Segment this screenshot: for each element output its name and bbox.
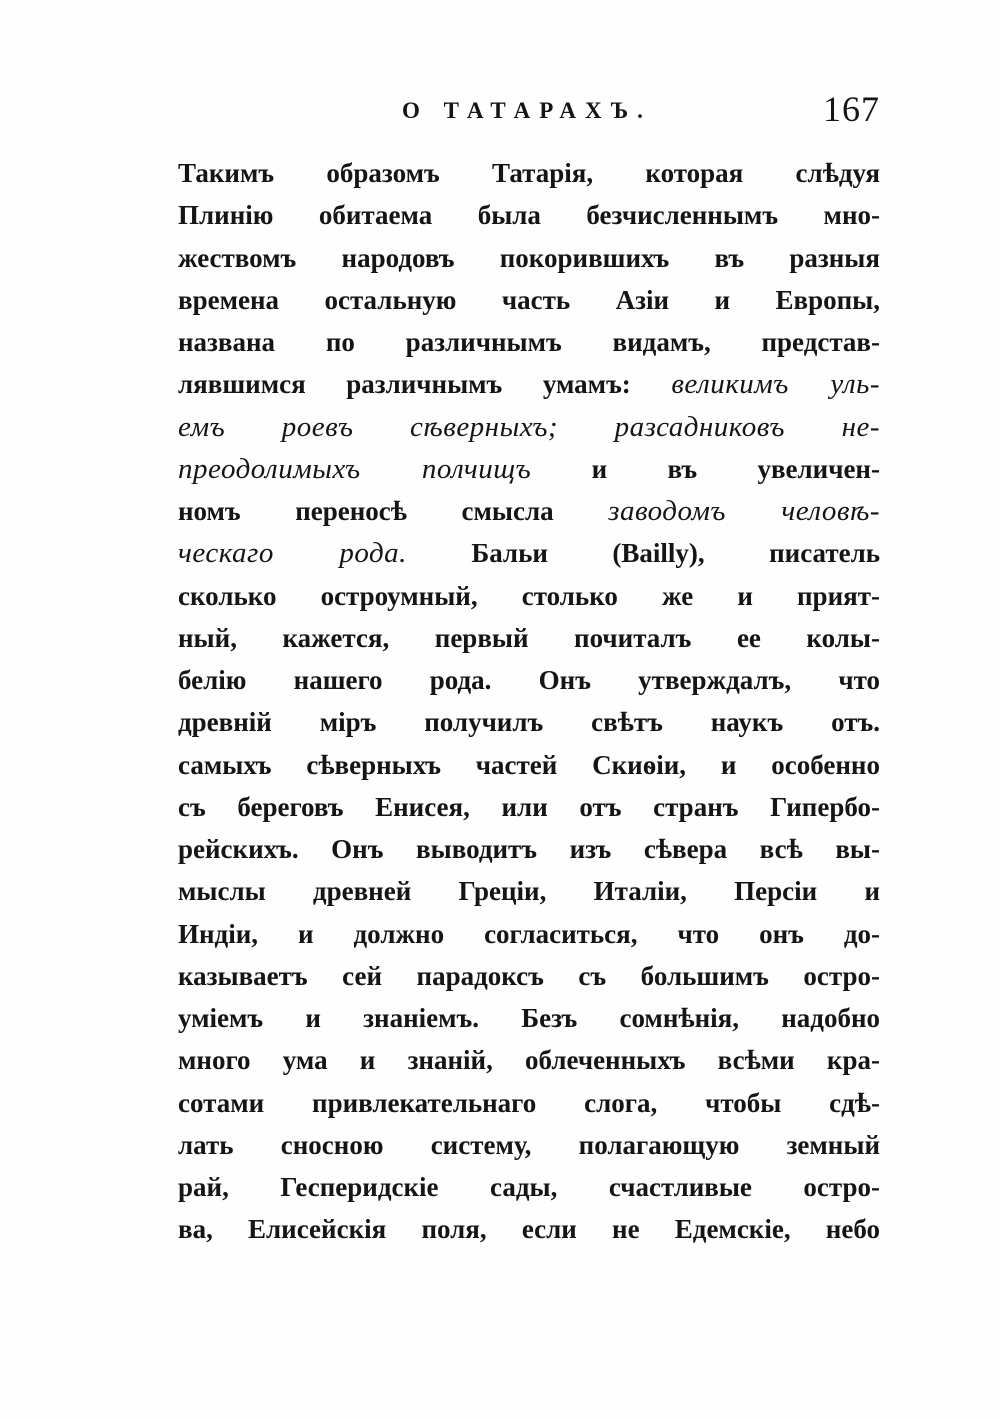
text-segment: и въ увеличен-	[531, 453, 880, 484]
text-line	[178, 617, 880, 659]
text-line	[178, 363, 880, 405]
italic-text-segment: великимъ уль-	[671, 368, 880, 401]
text-segment: казываетъ сей парадоксъ съ большимъ остро-	[178, 960, 880, 991]
italic-text-segment: ческаго рода.	[178, 537, 407, 570]
text-segment: много ума и знанiй, облеченныхъ всѣми кра-	[178, 1045, 880, 1076]
text-line	[178, 1208, 880, 1250]
text-segment: древнiй мiръ получилъ свѣтъ наукъ отъ.	[178, 707, 880, 738]
text-segment: Такимъ образомъ Татарiя, которая слѣдуя	[178, 158, 880, 188]
text-line	[178, 490, 880, 532]
text-segment: жествомъ народовъ покорившихъ въ разныя	[178, 242, 880, 273]
running-title: О ТАТАРАХЪ.	[402, 98, 652, 123]
text-segment: Плинiю обитаема была безчисленнымъ мно-	[178, 200, 880, 231]
text-line	[178, 1039, 880, 1081]
text-line	[178, 744, 880, 786]
text-line	[178, 1082, 880, 1124]
text-line	[178, 1124, 880, 1166]
text-line	[178, 659, 880, 701]
italic-text-segment: заводомъ человѣ-	[608, 495, 881, 527]
text-segment: Бальи (Bailly), писатель	[406, 538, 881, 569]
text-line	[178, 532, 880, 574]
text-line	[178, 321, 880, 363]
text-line	[178, 701, 880, 743]
text-line	[178, 152, 880, 194]
text-segment: мыслы древней Грецiи, Италiи, Персiи и	[178, 876, 880, 907]
text-line	[178, 786, 880, 828]
text-segment: умiемъ и знанiемъ. Безъ сомнѣнiя, надобно	[178, 1003, 880, 1033]
text-segment: номъ переносѣ смысла	[178, 496, 609, 526]
text-line	[178, 279, 880, 321]
text-line	[178, 997, 880, 1039]
text-line	[178, 828, 880, 870]
text-segment: съ береговъ Енисея, или отъ странъ Гипербо-	[178, 791, 880, 822]
text-line	[178, 237, 880, 279]
text-line	[178, 1166, 880, 1208]
italic-text-segment: преодолимыхъ полчищъ	[178, 452, 532, 485]
page-number: 167	[823, 89, 880, 129]
text-segment: лать сносною систему, полагающую земный	[178, 1129, 880, 1160]
text-segment: сотами привлекательнаго слога, чтобы сдѣ-	[178, 1087, 880, 1118]
text-segment: сколько остроумный, столько же и прият-	[178, 580, 880, 611]
text-line	[178, 194, 880, 236]
text-segment: ва, Елисейскiя поля, если не Едемскiе, небо	[178, 1214, 880, 1245]
body-text	[178, 152, 880, 1251]
text-segment: белiю нашего рода. Онъ утверждалъ, что	[178, 665, 880, 695]
text-line	[178, 448, 880, 490]
text-line	[178, 955, 880, 997]
italic-text-segment: емъ роевъ сѣверныхъ; разсадниковъ не-	[178, 410, 880, 443]
text-segment: рейскихъ. Онъ выводитъ изъ сѣвера всѣ вы-	[178, 834, 880, 864]
text-segment: лявшимся различнымъ умамъ:	[178, 369, 672, 400]
text-segment: самыхъ сѣверныхъ частей Скиѳiи, и особенно	[178, 749, 880, 780]
text-line	[178, 870, 880, 912]
text-line	[178, 406, 880, 448]
text-segment: времена остальную часть Азiи и Европы,	[178, 284, 880, 315]
text-line	[178, 575, 880, 617]
text-segment: рай, Гесперидскiе сады, счастливые остро-	[178, 1172, 880, 1202]
text-line	[178, 913, 880, 955]
page-header	[180, 89, 880, 138]
text-segment: названа по различнымъ видамъ, представ-	[178, 327, 880, 357]
text-segment: ный, кажется, первый почиталъ ее колы-	[178, 622, 880, 653]
text-segment: Индiи, и должно согласиться, что онъ до-	[178, 918, 880, 949]
